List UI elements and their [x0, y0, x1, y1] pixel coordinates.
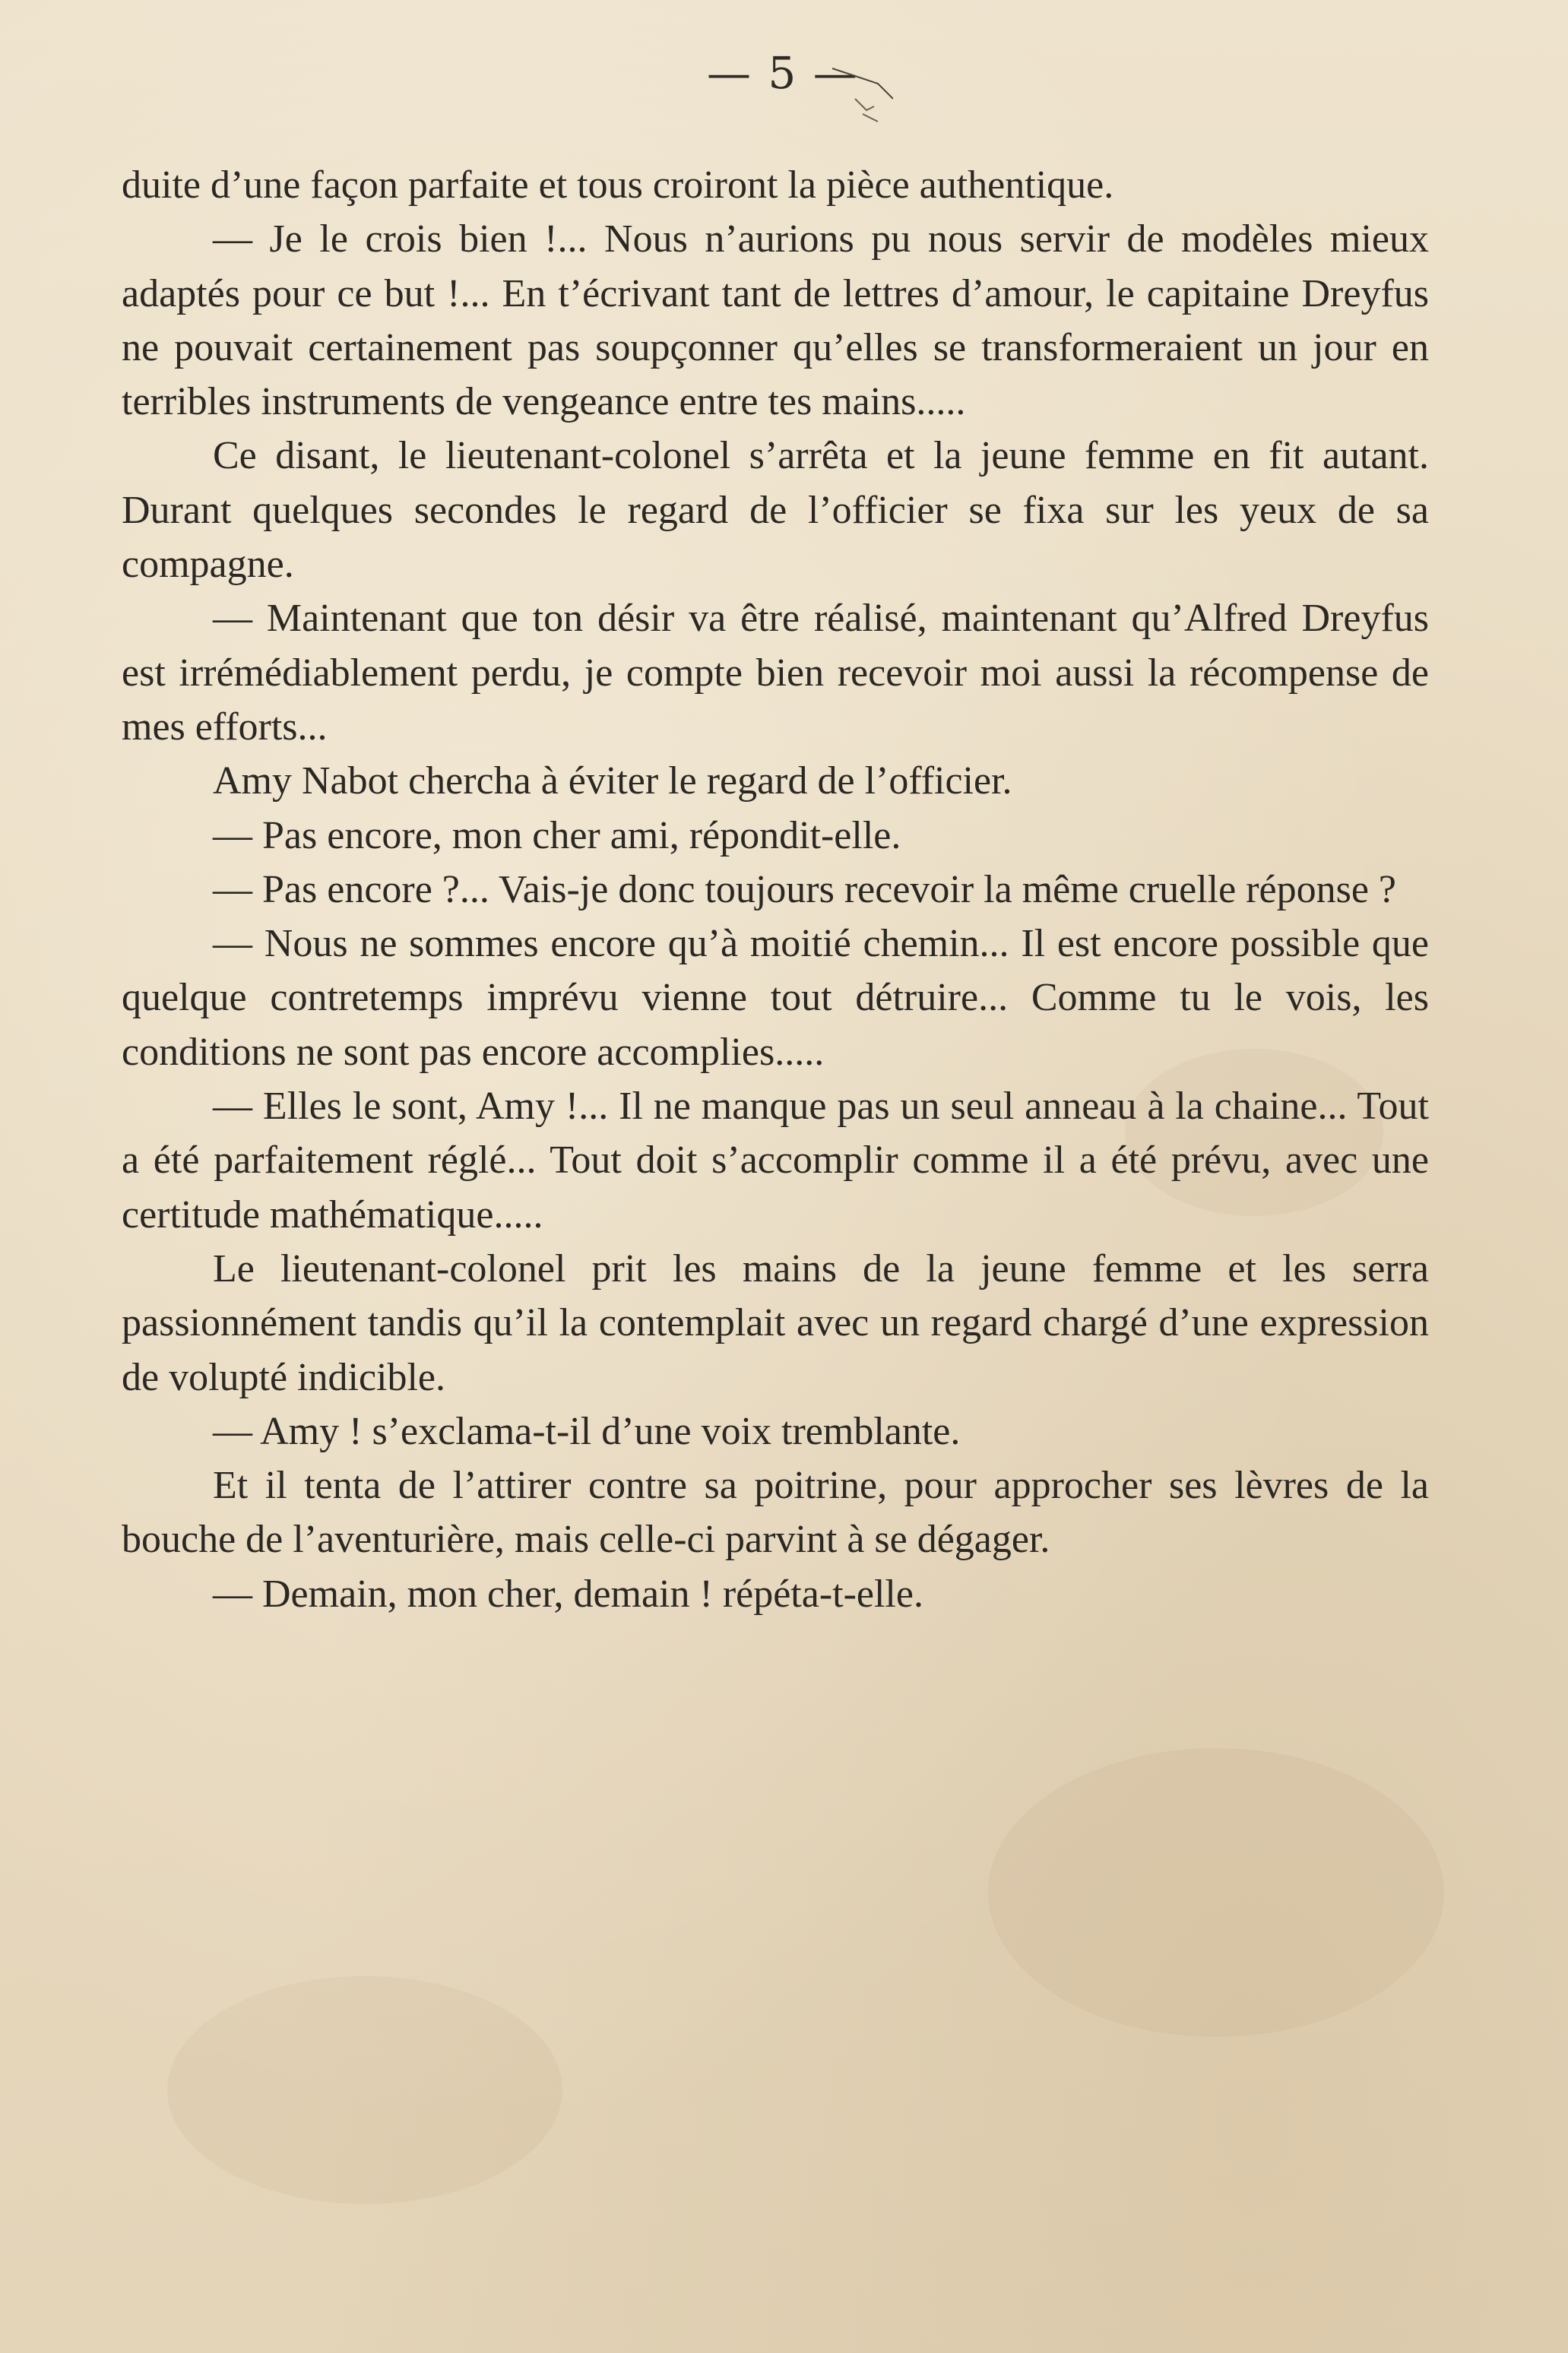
paper-stain [988, 1748, 1444, 2037]
paragraph: — Nous ne sommes encore qu’à moitié chemin... Il est encore possible que quelque contretemps imprévu vienne tout détruire... Comme tu le vois, les conditions ne sont pas encore accomplies..... [122, 922, 1429, 1074]
paragraph-continuation: duite d’une façon parfaite et tous croiront la pièce authentique. [122, 163, 1114, 207]
paragraph: — Maintenant que ton désir va être réalisé, maintenant qu’Alfred Dreyfus est irrémédiablement perdu, je compte bien recevoir moi aussi la récompense de mes efforts... [122, 597, 1429, 749]
paragraph: — Elles le sont, Amy !... Il ne manque pas un seul anneau à la chaine... Tout a été parfaitement réglé... Tout doit s’accomplir comme il a été prévu, avec une certitude mathématique..... [122, 1085, 1429, 1237]
page-number: — 5 — [707, 47, 859, 99]
text-body [122, 158, 1429, 1621]
ink-flourish-icon [802, 53, 893, 137]
paragraph: — Demain, mon cher, demain ! répéta-t-elle. [213, 1572, 923, 1616]
paragraph: — Je le crois bien !... Nous n’aurions pu nous servir de modèles mieux adaptés pour ce but !... En t’écrivant tant de lettres d’amour, le capitaine Dreyfus ne pouvait certainement pas soupçonner qu’elles se transformeraient un jour en terribles instruments de vengeance entre tes mains..... [122, 217, 1429, 424]
paragraph: Le lieutenant-colonel prit les mains de la jeune femme et les serra passionnément tandis qu’il la contemplait avec un regard chargé d’une expression de volupté indicible. [122, 1246, 1429, 1399]
paragraph: Et il tenta de l’attirer contre sa poitrine, pour approcher ses lèvres de la bouche de l’aventurière, mais celle-ci parvint à se dégager. [122, 1464, 1429, 1562]
paragraph: Amy Nabot chercha à éviter le regard de l’officier. [213, 759, 1012, 803]
paragraph: — Pas encore ?... Vais-je donc toujours recevoir la même cruelle réponse ? [213, 867, 1397, 911]
paragraph: Ce disant, le lieutenant-colonel s’arrêta et la jeune femme en fit autant. Durant quelques secondes le regard de l’officier se fixa sur les yeux de sa compagne. [122, 434, 1429, 587]
paper-stain [167, 1976, 562, 2204]
paragraph: — Pas encore, mon cher ami, répondit-elle. [213, 813, 901, 857]
paragraph: — Amy ! s’exclama-t-il d’une voix tremblante. [213, 1409, 961, 1453]
